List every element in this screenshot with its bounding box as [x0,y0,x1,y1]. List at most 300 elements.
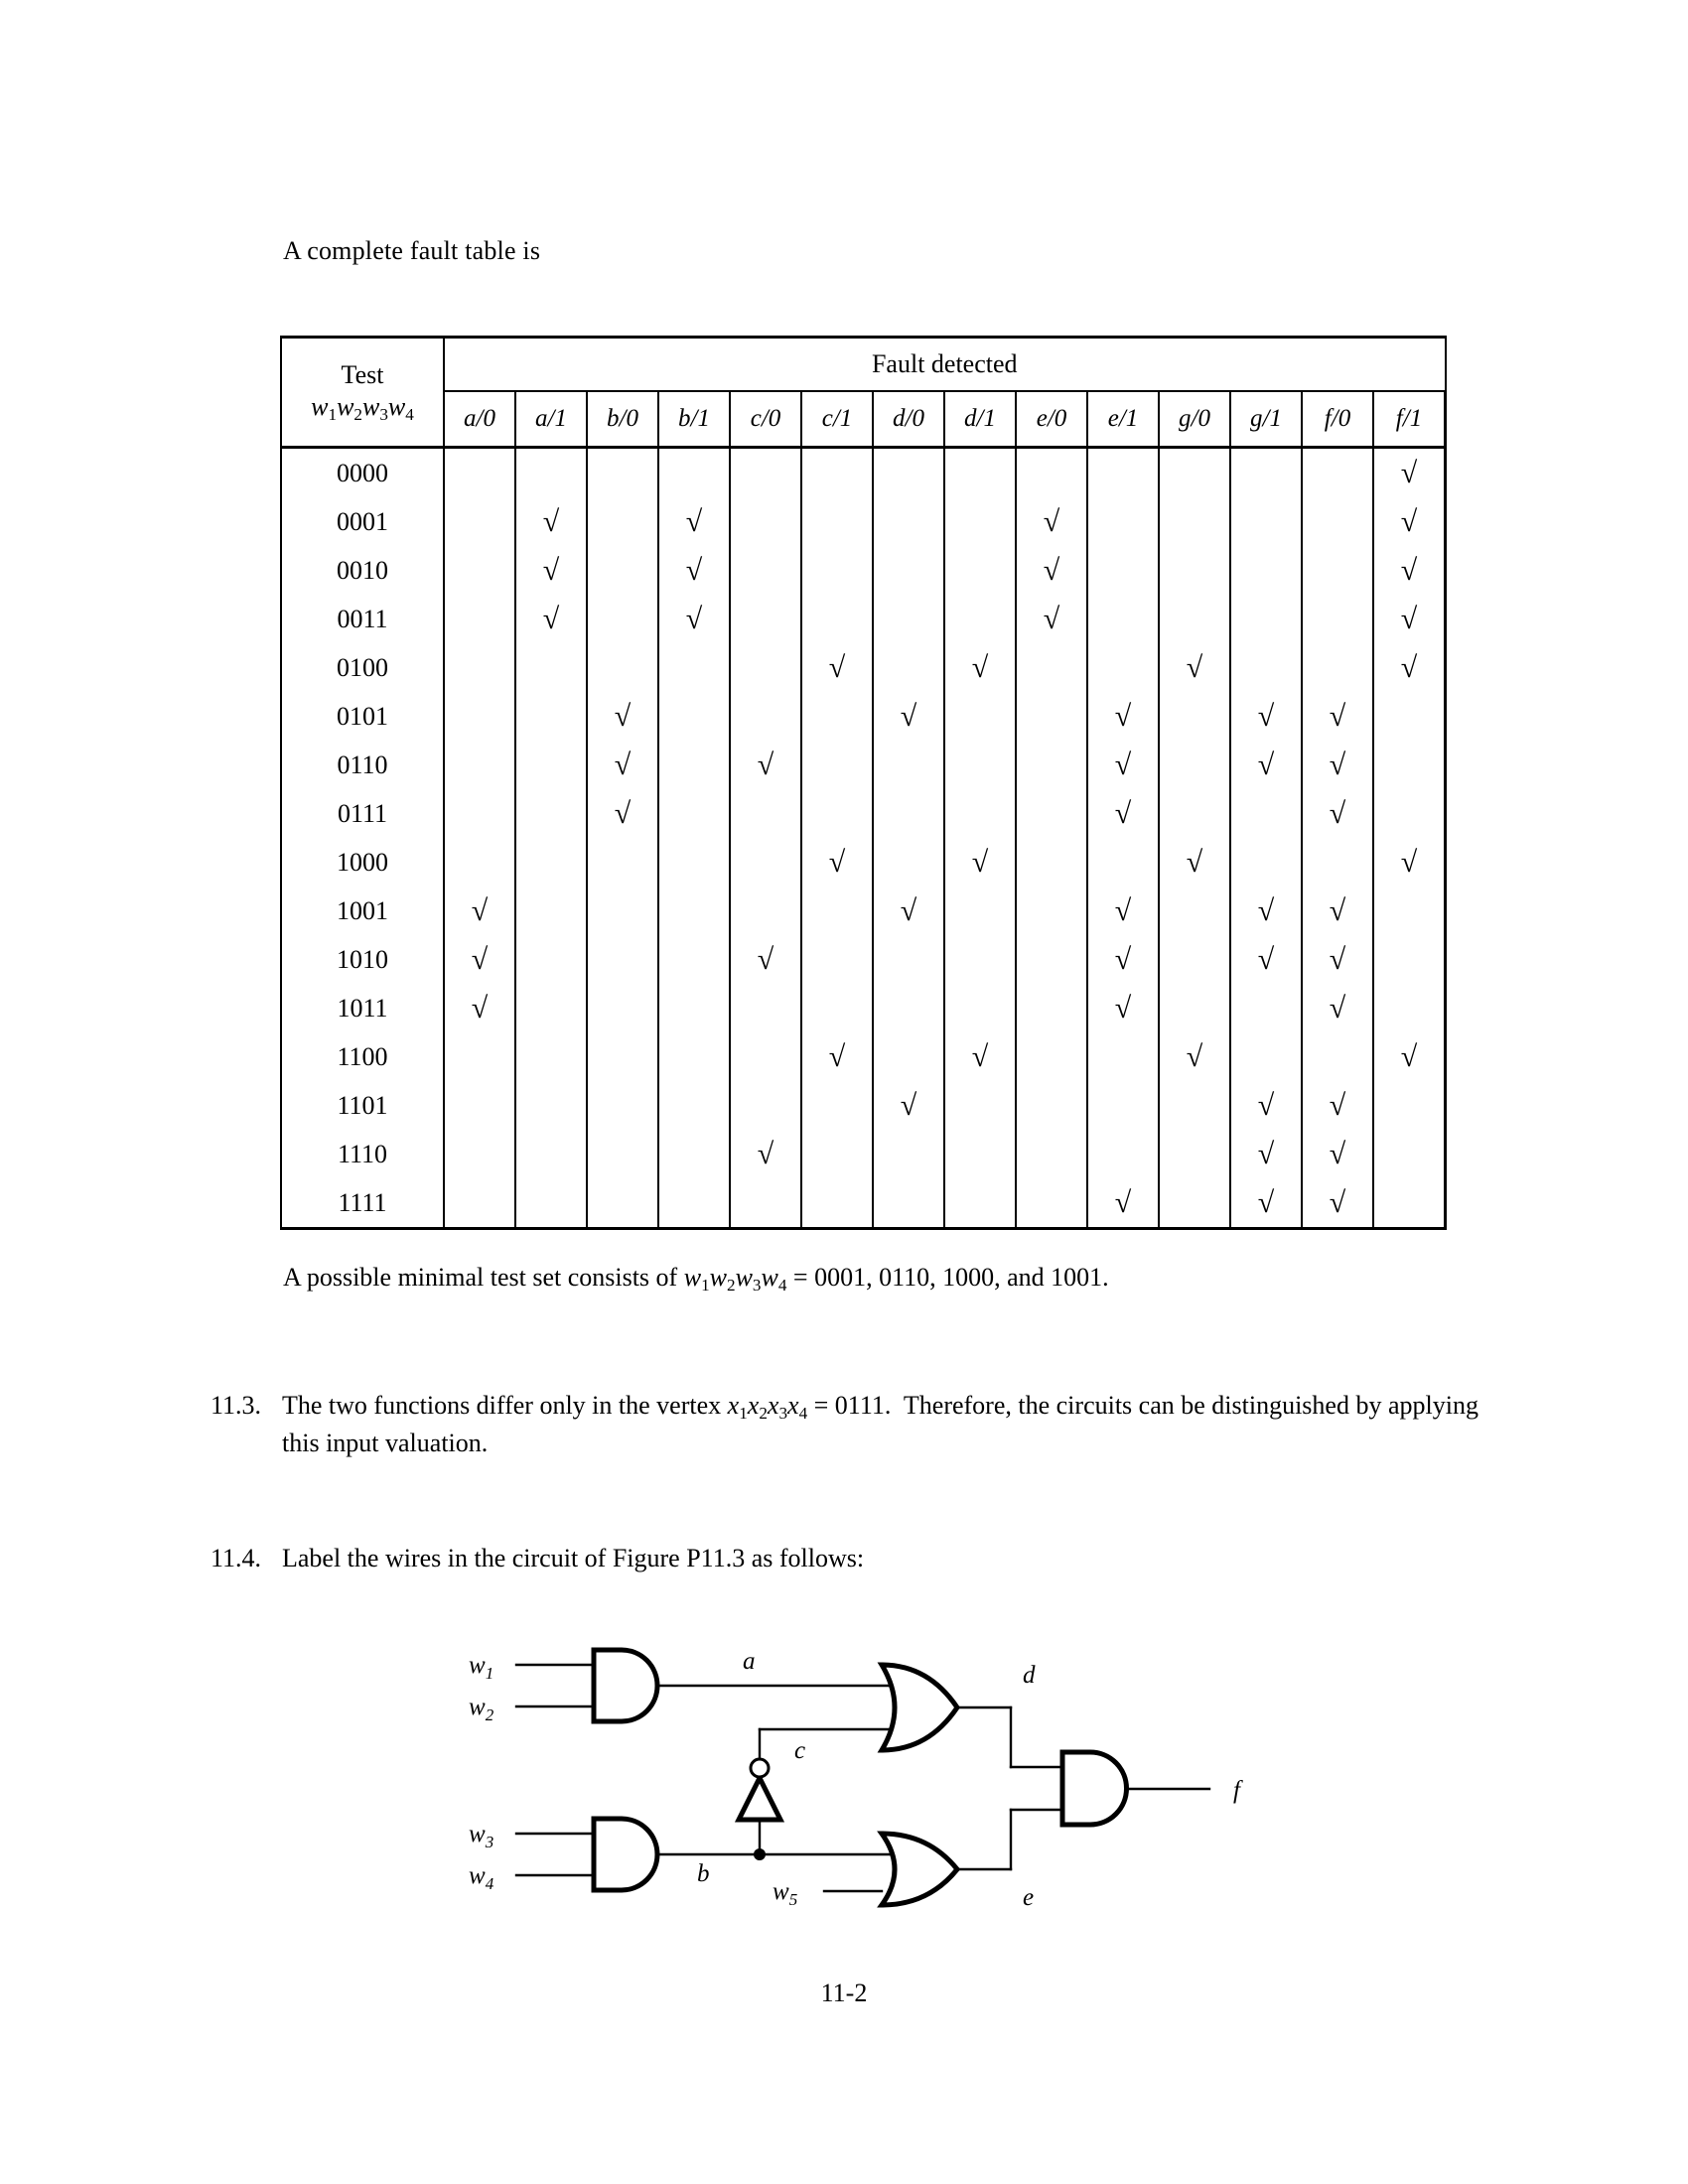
fault-column-header: c/0 [730,391,801,448]
wire-label-b: b [697,1860,710,1887]
fault-cell [944,692,1016,741]
table-row [281,1081,1446,1130]
fault-cell [730,741,801,789]
check-icon: √ [1400,651,1418,684]
check-icon: √ [757,1138,774,1170]
fault-column-header: d/0 [873,391,944,448]
fault-cell [1087,1081,1159,1130]
fault-cell [1016,595,1087,643]
fault-cell [587,1130,658,1178]
fault-cell [658,497,730,546]
fault-cell [1230,838,1302,887]
fault-cell [1230,935,1302,984]
table-row [281,692,1446,741]
check-icon: √ [1043,554,1060,587]
fault-cell [873,546,944,595]
page-number: 11-2 [820,1979,868,2007]
fault-cell [1159,546,1230,595]
fault-cell [1373,497,1446,546]
fault-cell [1230,1081,1302,1130]
check-icon: √ [1186,846,1203,879]
check-icon: √ [1400,505,1418,538]
fault-cell [1159,1130,1230,1178]
fault-cell [515,643,587,692]
test-vector-cell: 1110 [281,1130,444,1178]
test-vector-cell: 1011 [281,984,444,1032]
fault-cell [1159,1081,1230,1130]
check-icon: √ [900,1089,917,1122]
check-icon: √ [542,554,560,587]
fault-cell [873,643,944,692]
fault-cell [444,546,515,595]
fault-cell [1087,643,1159,692]
check-icon: √ [1400,603,1418,635]
fault-cell [1016,497,1087,546]
check-icon: √ [900,894,917,927]
problem-11-3-text: The two functions differ only in the vertex $x_1x_2x_3x_4 = 0111$. Therefore, the circuits can be distinguished by applying this input valuation. [282,1391,1478,1458]
problem-11-4-number: 11.4. [211,1544,262,1572]
test-column-header [281,338,444,448]
fault-cell [801,1178,873,1229]
test-vector-cell: 1100 [281,1032,444,1081]
check-icon: √ [471,894,489,927]
fault-cell [587,497,658,546]
check-icon: √ [828,846,846,879]
fault-cell [801,887,873,935]
fault-cell [1230,887,1302,935]
fault-cell [944,595,1016,643]
fault-cell [944,789,1016,838]
fault-cell [444,1178,515,1229]
fault-cell [1302,643,1373,692]
test-vector-cell: 0100 [281,643,444,692]
fault-cell [1159,692,1230,741]
table-row [281,887,1446,935]
fault-cell [944,1081,1016,1130]
or-gate-top [882,1665,1062,1767]
fault-column-header: b/0 [587,391,658,448]
fault-cell [515,1178,587,1229]
problem-11-3-number: 11.3. [211,1391,262,1420]
fault-cell [1230,448,1302,498]
fault-cell [730,1130,801,1178]
test-vector-cell: 1001 [281,887,444,935]
fault-cell [1016,448,1087,498]
fault-cell [1302,448,1373,498]
fault-detected-header: Fault detected [444,338,1446,392]
not-gate [739,1729,892,1860]
table-row [281,838,1446,887]
fault-cell [1087,595,1159,643]
fault-cell [658,741,730,789]
table-header-row-top [281,338,1446,392]
fault-cell [1302,1178,1373,1229]
minimal-set-prefix: A possible minimal test set consists of [283,1263,684,1292]
fault-cell [587,935,658,984]
fault-cell [801,448,873,498]
fault-cell [1016,1178,1087,1229]
fault-cell [801,984,873,1032]
fault-cell [444,692,515,741]
fault-cell [944,643,1016,692]
fault-cell [730,546,801,595]
fault-cell [873,1178,944,1229]
fault-cell [1159,643,1230,692]
check-icon: √ [1043,603,1060,635]
fault-cell [1087,1130,1159,1178]
fault-cell [1373,935,1446,984]
fault-cell [1302,1032,1373,1081]
test-vector-cell: 0010 [281,546,444,595]
fault-cell [1087,692,1159,741]
fault-cell [1087,838,1159,887]
fault-cell [873,497,944,546]
fault-cell [730,984,801,1032]
fault-cell [801,692,873,741]
fault-cell [1373,1081,1446,1130]
check-icon: √ [900,700,917,733]
check-icon: √ [1043,505,1060,538]
check-icon: √ [1329,797,1346,830]
fault-cell [1087,1178,1159,1229]
fault-cell [1087,546,1159,595]
check-icon: √ [1329,943,1346,976]
fault-cell [515,692,587,741]
fault-cell [944,1178,1016,1229]
fault-cell [1373,838,1446,887]
fault-table-body [281,448,1446,1229]
check-icon: √ [1329,1186,1346,1219]
fault-cell [658,1032,730,1081]
fault-cell [944,741,1016,789]
fault-cell [1302,595,1373,643]
check-icon: √ [1257,749,1275,781]
fault-cell [730,789,801,838]
fault-cell [801,789,873,838]
check-icon: √ [828,1040,846,1073]
fault-cell [1016,741,1087,789]
test-header-label: Test [341,359,384,389]
check-icon: √ [971,1040,989,1073]
fault-cell [873,448,944,498]
fault-cell [444,1081,515,1130]
fault-cell [658,546,730,595]
fault-cell [730,1178,801,1229]
fault-cell [944,546,1016,595]
fault-cell [444,643,515,692]
fault-cell [515,497,587,546]
table-row [281,1032,1446,1081]
check-icon: √ [1186,1040,1203,1073]
fault-cell [444,448,515,498]
fault-cell [1016,1032,1087,1081]
fault-table-head [281,338,1446,448]
test-vector-cell: 0110 [281,741,444,789]
input-label-w1: $w_1$ [469,1652,494,1683]
fault-cell [658,692,730,741]
fault-cell [515,1130,587,1178]
fault-column-header: f/0 [1302,391,1373,448]
check-icon: √ [1329,700,1346,733]
fault-cell [730,448,801,498]
fault-cell [515,741,587,789]
fault-cell [587,692,658,741]
check-icon: √ [542,603,560,635]
fault-cell [873,887,944,935]
fault-cell [1230,1032,1302,1081]
fault-cell [658,643,730,692]
fault-table-container [280,336,1447,1230]
fault-cell [1230,789,1302,838]
check-icon: √ [685,505,703,538]
fault-column-header: e/1 [1087,391,1159,448]
fault-cell [1373,595,1446,643]
check-icon: √ [614,797,632,830]
fault-cell [1087,789,1159,838]
fault-cell [1159,789,1230,838]
input-label-w2: $w_2$ [469,1694,494,1724]
table-row [281,741,1446,789]
problem-11-3 [211,1388,1511,1462]
fault-cell [1016,789,1087,838]
check-icon: √ [1114,797,1132,830]
fault-cell [658,1178,730,1229]
fault-cell [1230,692,1302,741]
fault-cell [658,448,730,498]
table-row [281,546,1446,595]
test-vector-cell: 0111 [281,789,444,838]
fault-cell [873,838,944,887]
fault-cell [801,643,873,692]
fault-cell [587,595,658,643]
check-icon: √ [1329,894,1346,927]
input-label-w3: $w_3$ [469,1821,494,1851]
circuit-diagram [427,1583,1251,1911]
check-icon: √ [685,554,703,587]
fault-cell [444,838,515,887]
fault-cell [1373,448,1446,498]
fault-cell [873,1032,944,1081]
fault-cell [1302,935,1373,984]
minimal-test-set-text [283,1263,1109,1296]
fault-cell [1087,935,1159,984]
check-icon: √ [1257,1138,1275,1170]
table-row [281,935,1446,984]
fault-column-header: b/1 [658,391,730,448]
wire-label-d: d [1023,1662,1036,1689]
fault-cell [873,935,944,984]
fault-cell [1159,595,1230,643]
fault-cell [1016,838,1087,887]
table-row [281,1130,1446,1178]
check-icon: √ [1114,1186,1132,1219]
fault-cell [1087,1032,1159,1081]
fault-cell [587,789,658,838]
fault-cell [1230,643,1302,692]
table-row [281,448,1446,498]
fault-cell [1230,595,1302,643]
fault-cell [1373,643,1446,692]
fault-cell [1373,1178,1446,1229]
fault-cell [515,935,587,984]
fault-cell [587,643,658,692]
fault-cell [944,448,1016,498]
fault-cell [730,935,801,984]
fault-cell [1302,692,1373,741]
fault-cell [944,838,1016,887]
fault-cell [587,887,658,935]
check-icon: √ [1114,992,1132,1024]
fault-column-header: f/1 [1373,391,1446,448]
fault-column-header: g/1 [1230,391,1302,448]
test-vector-cell: 1000 [281,838,444,887]
problem-11-4 [211,1541,1511,1577]
fault-cell [873,1130,944,1178]
fault-cell [1016,692,1087,741]
fault-cell [515,838,587,887]
fault-cell [1373,984,1446,1032]
fault-cell [515,1081,587,1130]
fault-cell [1087,984,1159,1032]
check-icon: √ [542,505,560,538]
wire-label-c: c [794,1737,806,1764]
fault-cell [730,887,801,935]
fault-cell [1159,448,1230,498]
fault-cell [444,741,515,789]
fault-column-header: a/0 [444,391,515,448]
table-row [281,984,1446,1032]
fault-cell [658,887,730,935]
fault-cell [730,838,801,887]
check-icon: √ [828,651,846,684]
fault-cell [1016,984,1087,1032]
check-icon: √ [1257,1089,1275,1122]
fault-cell [1159,935,1230,984]
fault-cell [730,643,801,692]
fault-cell [1302,497,1373,546]
fault-table [280,336,1447,1230]
fault-cell [1159,1178,1230,1229]
fault-column-header: e/0 [1016,391,1087,448]
check-icon: √ [757,943,774,976]
fault-cell [1087,887,1159,935]
fault-cell [444,595,515,643]
output-label-f: f [1233,1777,1240,1804]
fault-cell [1159,1032,1230,1081]
fault-cell [944,935,1016,984]
check-icon: √ [971,846,989,879]
test-vector-cell: 1101 [281,1081,444,1130]
table-row [281,497,1446,546]
table-header-row-columns [281,391,1446,448]
fault-cell [1230,741,1302,789]
table-row [281,643,1446,692]
fault-column-header: a/1 [515,391,587,448]
fault-cell [944,984,1016,1032]
test-vector-cell: 0101 [281,692,444,741]
fault-cell [1016,546,1087,595]
check-icon: √ [757,749,774,781]
minimal-set-variables: $w_1w_2w_3w_4$ [683,1263,787,1295]
fault-cell [801,1032,873,1081]
fault-cell [515,789,587,838]
check-icon: √ [1329,749,1346,781]
fault-cell [873,1081,944,1130]
fault-column-header: d/1 [944,391,1016,448]
fault-cell [1087,497,1159,546]
fault-column-header: c/1 [801,391,873,448]
fault-cell [1302,1130,1373,1178]
fault-cell [658,1130,730,1178]
fault-cell [873,789,944,838]
fault-cell [873,984,944,1032]
check-icon: √ [1400,846,1418,879]
fault-cell [1302,838,1373,887]
fault-cell [587,984,658,1032]
fault-cell [515,546,587,595]
fault-cell [801,741,873,789]
fault-cell [801,1081,873,1130]
fault-column-header: g/0 [1159,391,1230,448]
check-icon: √ [614,749,632,781]
fault-cell [801,546,873,595]
fault-cell [1302,546,1373,595]
check-icon: √ [1114,943,1132,976]
fault-cell [1016,1081,1087,1130]
check-icon: √ [971,651,989,684]
fault-cell [801,1130,873,1178]
check-icon: √ [1114,700,1132,733]
fault-cell [801,935,873,984]
fault-cell [1230,546,1302,595]
fault-cell [1302,1081,1373,1130]
fault-cell [444,935,515,984]
fault-cell [1159,497,1230,546]
check-icon: √ [1257,943,1275,976]
fault-cell [1373,1032,1446,1081]
check-icon: √ [1114,749,1132,781]
fault-cell [873,692,944,741]
fault-cell [730,692,801,741]
check-icon: √ [1400,554,1418,587]
fault-cell [1016,643,1087,692]
fault-cell [801,838,873,887]
fault-cell [587,741,658,789]
check-icon: √ [471,992,489,1024]
fault-cell [515,595,587,643]
wire-label-e: e [1023,1884,1035,1911]
fault-cell [1159,984,1230,1032]
fault-cell [515,448,587,498]
check-icon: √ [1114,894,1132,927]
check-icon: √ [614,700,632,733]
intro-text: A complete fault table is [283,236,541,265]
fault-cell [944,887,1016,935]
fault-cell [587,1081,658,1130]
fault-cell [730,1032,801,1081]
and-gate-top [516,1650,892,1721]
fault-cell [1373,1130,1446,1178]
fault-cell [1373,887,1446,935]
fault-cell [801,595,873,643]
fault-cell [730,497,801,546]
fault-cell [1159,741,1230,789]
fault-cell [658,1081,730,1130]
fault-cell [1230,1130,1302,1178]
fault-cell [944,1032,1016,1081]
fault-cell [587,1178,658,1229]
test-vector-cell: 0001 [281,497,444,546]
